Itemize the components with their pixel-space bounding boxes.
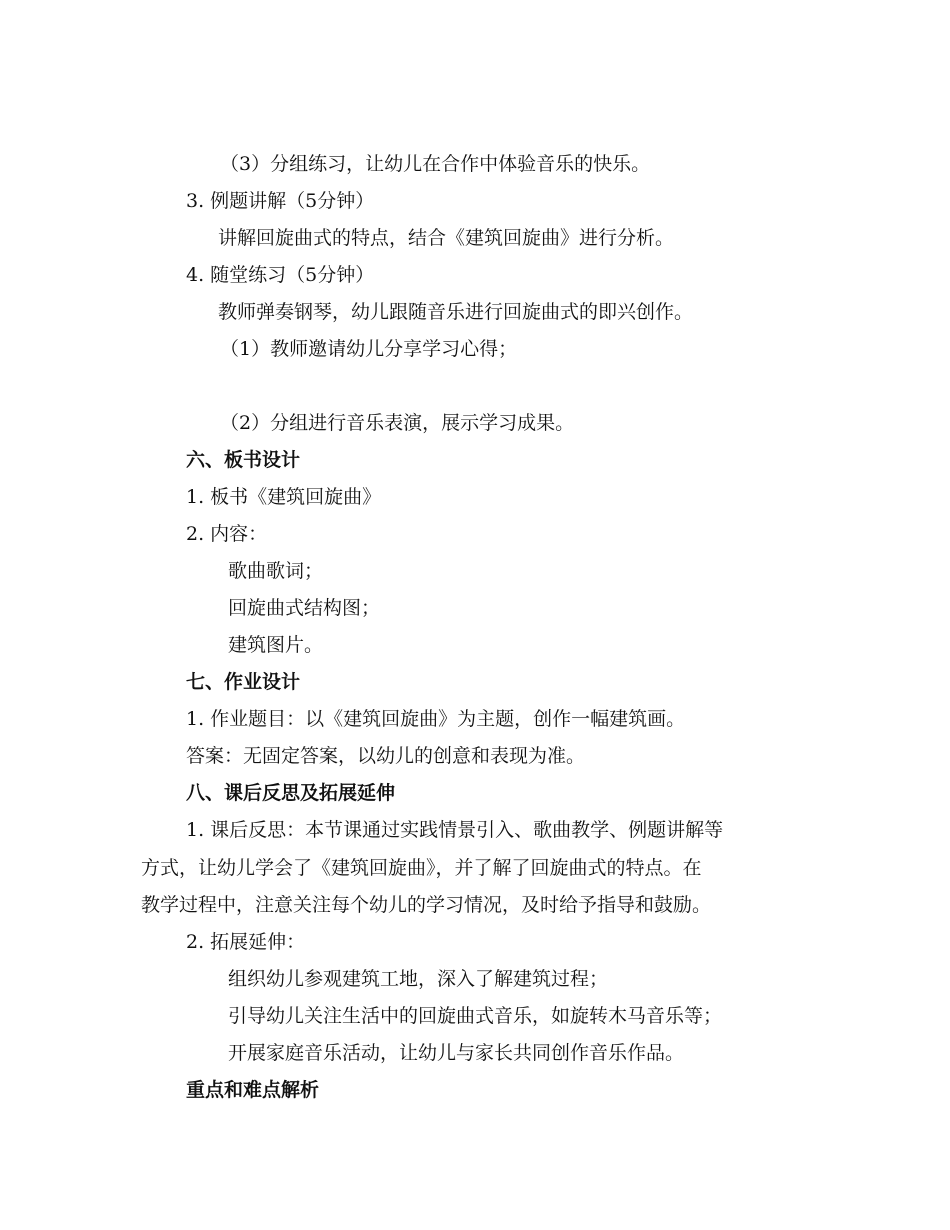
section-heading-blackboard-design: 六、板书设计	[186, 449, 301, 471]
extension-item-rondo-music: 引导幼儿关注生活中的回旋曲式音乐，如旋转木马音乐等；	[228, 1005, 723, 1027]
paragraph-practice: 教师弹奏钢琴，幼儿跟随音乐进行回旋曲式的即兴创作。	[218, 301, 694, 323]
list-item-2-content: 2. 内容：	[186, 523, 268, 545]
content-item-building-pictures: 建筑图片。	[228, 634, 324, 656]
content-item-lyrics: 歌曲歌词；	[228, 560, 324, 582]
extension-item-family-music: 开展家庭音乐活动，让幼儿与家长共同创作音乐作品。	[228, 1042, 685, 1064]
section-heading-key-points: 重点和难点解析	[186, 1079, 320, 1101]
list-item-1-blackboard: 1. 板书《建筑回旋曲》	[186, 486, 382, 508]
content-item-structure-chart: 回旋曲式结构图；	[228, 597, 381, 619]
list-item-4-practice: 4. 随堂练习（5分钟）	[186, 264, 375, 286]
section-heading-reflection-extension: 八、课后反思及拓展延伸	[186, 782, 396, 804]
section-heading-homework-design: 七、作业设计	[186, 671, 301, 693]
paragraph-reflection-line-2: 方式，让幼儿学会了《建筑回旋曲》，并了解了回旋曲式的特点。在	[141, 857, 702, 879]
list-item-3-example-explanation: 3. 例题讲解（5分钟）	[186, 190, 375, 212]
extension-item-visit-site: 组织幼儿参观建筑工地，深入了解建筑过程；	[228, 968, 609, 990]
paragraph-reflection-line-1: 1. 课后反思：本节课通过实践情景引入、歌曲教学、例题讲解等	[186, 819, 724, 841]
paragraph-step-3-group-practice: （3）分组练习，让幼儿在合作中体验音乐的快乐。	[220, 153, 651, 175]
list-item-1-homework-topic: 1. 作业题目：以《建筑回旋曲》为主题，创作一幅建筑画。	[186, 708, 686, 730]
paragraph-answer: 答案：无固定答案，以幼儿的创意和表现为准。	[186, 745, 586, 767]
list-item-2-extension: 2. 拓展延伸：	[186, 931, 306, 953]
paragraph-step-1-share: （1）教师邀请幼儿分享学习心得；	[220, 338, 518, 360]
paragraph-example-explanation: 讲解回旋曲式的特点，结合《建筑回旋曲》进行分析。	[218, 227, 675, 249]
paragraph-step-2-perform: （2）分组进行音乐表演，展示学习成果。	[220, 412, 575, 434]
paragraph-reflection-line-3: 教学过程中，注意关注每个幼儿的学习情况，及时给予指导和鼓励。	[141, 894, 712, 916]
